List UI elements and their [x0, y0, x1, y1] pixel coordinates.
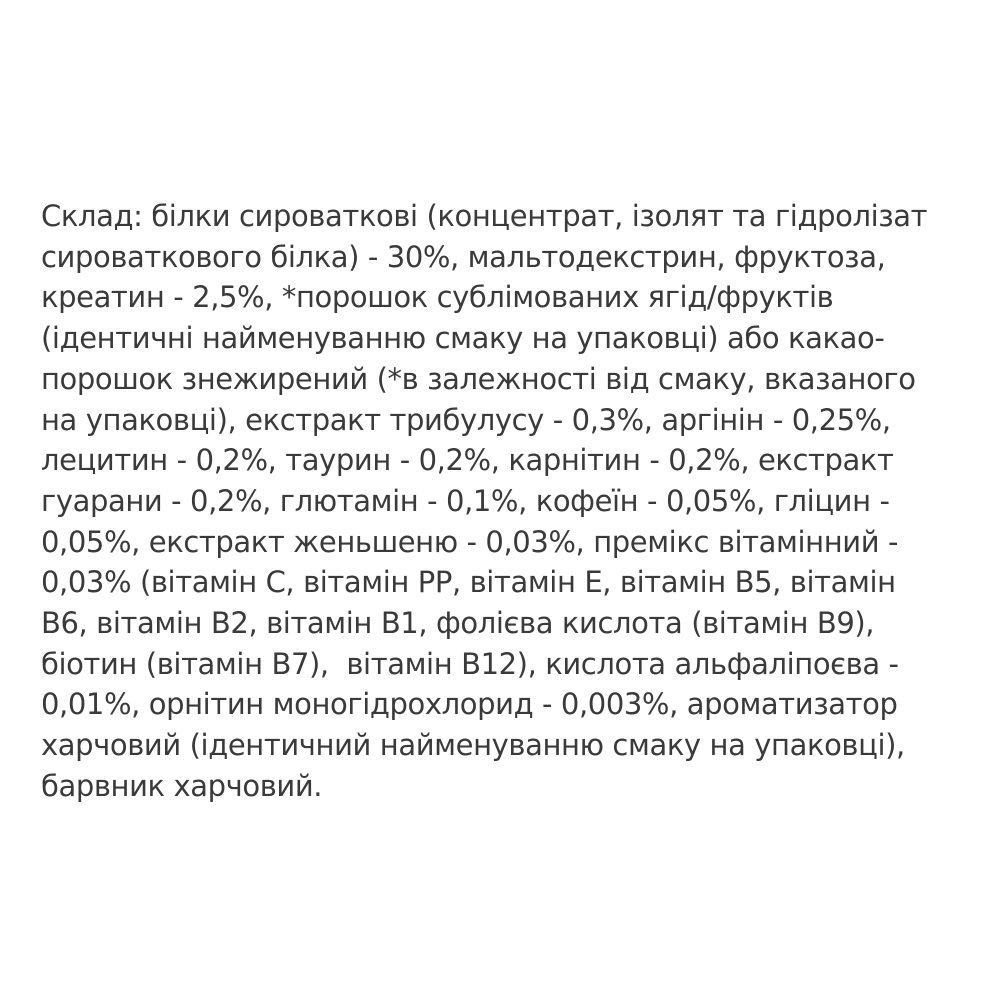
ingredients-line: 0,05%, екстракт женьшеню - 0,03%, премікс вітамінний - [41, 524, 899, 559]
ingredients-line: гуарани - 0,2%, глютамін - 0,1%, кофеїн - 0,05%, гліцин - [41, 483, 890, 518]
ingredients-line: на упаковці), екстракт трибулусу - 0,3%, аргінін - 0,25%, [41, 402, 891, 437]
ingredients-line: Склад: білки сироваткові (концентрат, ізолят та гідролізат [41, 199, 928, 233]
ingredients-line: порошок знежирений (*в залежності від смаку, вказаного [41, 361, 916, 396]
ingredients-line: барвник харчовий. [41, 768, 323, 803]
ingredients-line: лецитин - 0,2%, таурин - 0,2%, карнітин - 0,2%, екстракт [41, 443, 894, 478]
ingredients-line: біотин (вітамін В7), вітамін В12), кислота альфаліпоєва - [41, 646, 899, 681]
ingredients-line: 0,03% (вітамін С, вітамін РР, вітамін Е, вітамін В5, вітамін [41, 565, 896, 600]
ingredients-line: В6, вітамін В2, вітамін В1, фолієва кислота (вітамін В9), [41, 606, 875, 641]
ingredients-paragraph [41, 196, 981, 807]
ingredients-line: (ідентичні найменуванню смаку на упаковці) або какао- [41, 321, 885, 356]
ingredients-line: креатин - 2,5%, *порошок сублімованих ягід/фруктів [41, 280, 834, 315]
ingredients-line: харчовий (ідентичний найменуванню смаку на упаковці), [41, 728, 905, 763]
ingredients-line: 0,01%, орнітин моногідрохлорид - 0,003%, ароматизатор [41, 687, 898, 722]
ingredients-line: сироваткового білка) - 30%, мальтодекстрин, фруктоза, [41, 239, 886, 274]
